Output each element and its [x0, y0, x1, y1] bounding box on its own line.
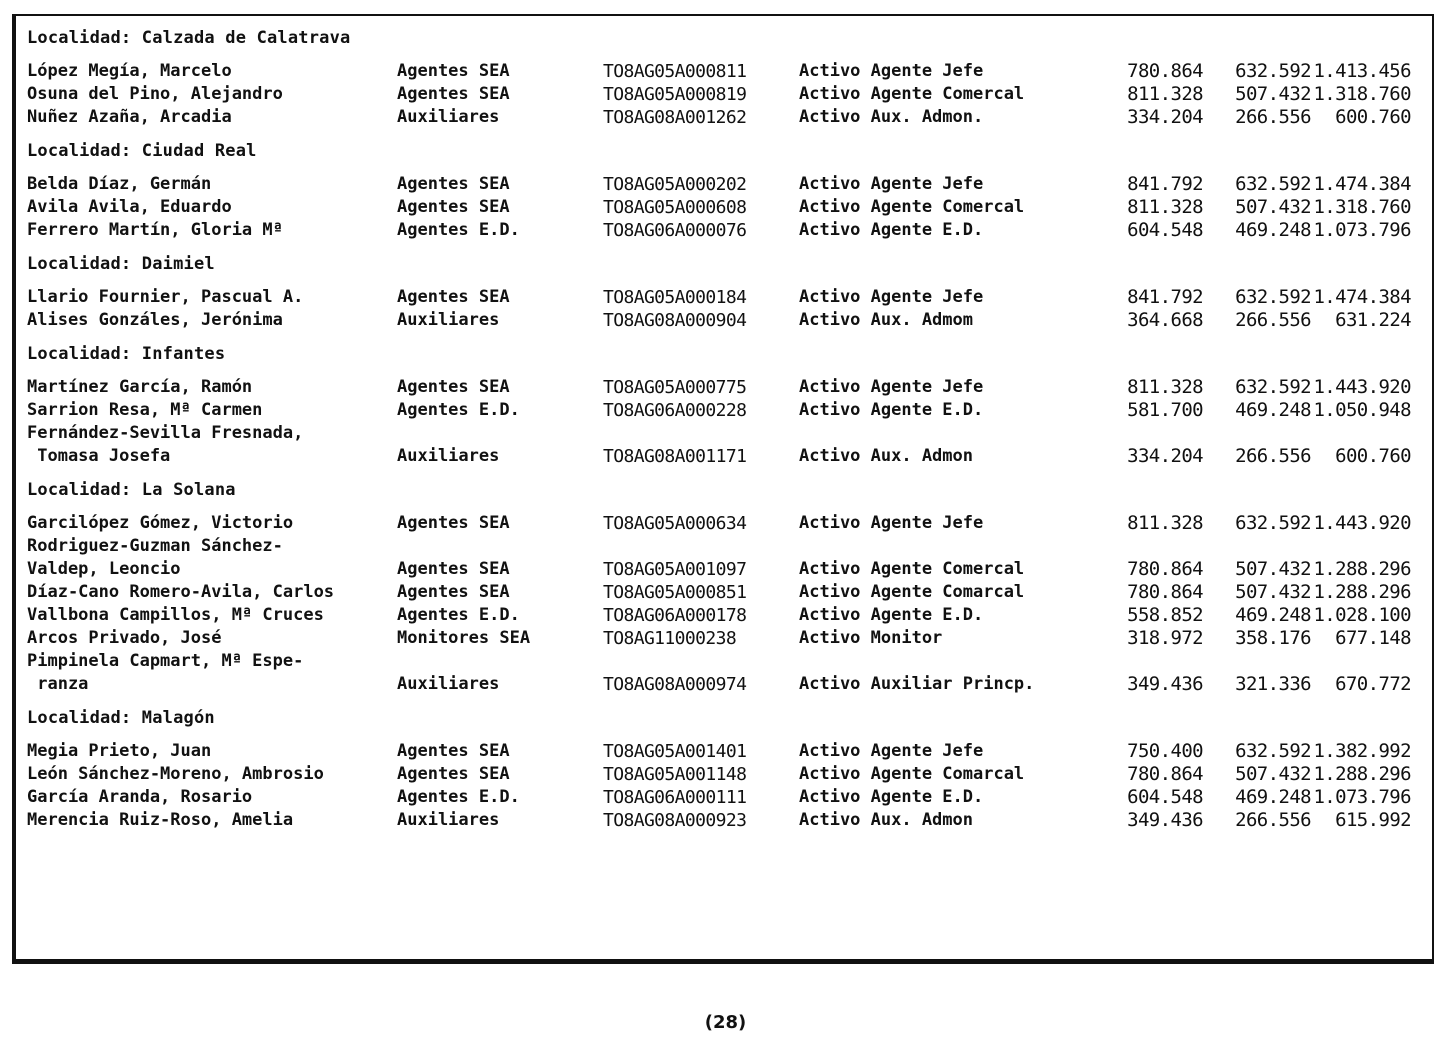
locality-heading: Localidad: Calzada de Calatrava [27, 28, 351, 48]
post-code-cell: TO8AG05A000184 [603, 287, 747, 308]
amount-base-cell: 780.864 [1127, 763, 1203, 785]
post-code-cell: TO8AG06A000178 [603, 605, 747, 626]
category-cell: Agentes SEA [397, 84, 510, 104]
post-code-cell: TO8AG06A000076 [603, 220, 747, 241]
amount-base-cell: 334.204 [1127, 106, 1203, 128]
table-row [27, 809, 1435, 832]
position-cell: Activo Agente E.D. [799, 400, 984, 420]
table-row [27, 173, 1435, 196]
category-cell: Agentes SEA [397, 377, 510, 397]
employee-name-cell: Merencia Ruiz-Roso, Amelia [27, 810, 294, 830]
category-cell: Auxiliares [397, 107, 500, 127]
position-cell: Activo Agente Jefe [799, 513, 984, 533]
employee-name-cell: Megia Prieto, Juan [27, 741, 212, 761]
amount-total-cell: 1.028.100 [1313, 604, 1411, 626]
category-cell: Agentes SEA [397, 741, 510, 761]
amount-complement-cell: 266.556 [1235, 445, 1311, 467]
table-row [27, 558, 1435, 581]
post-code-cell: TO8AG05A000851 [603, 582, 747, 603]
employee-name-cell: Fernández-Sevilla Fresnada, [27, 423, 304, 443]
amount-complement-cell: 632.592 [1235, 740, 1311, 762]
post-code-cell: TO8AG05A000634 [603, 513, 747, 534]
amount-total-cell: 1.288.296 [1313, 558, 1411, 580]
section-spacer [27, 468, 1435, 478]
category-cell: Auxiliares [397, 810, 500, 830]
position-cell: Activo Agente Comercal [799, 559, 1025, 579]
employee-name-cell: Llario Fournier, Pascual A. [27, 287, 304, 307]
amount-complement-cell: 632.592 [1235, 173, 1311, 195]
position-cell: Activo Agente E.D. [799, 787, 984, 807]
post-code-cell: TO8AG05A000202 [603, 174, 747, 195]
table-row [27, 445, 1435, 468]
amount-complement-cell: 469.248 [1235, 786, 1311, 808]
amount-base-cell: 334.204 [1127, 445, 1203, 467]
category-cell: Agentes E.D. [397, 400, 520, 420]
amount-base-cell: 349.436 [1127, 673, 1203, 695]
post-code-cell: TO8AG06A000111 [603, 787, 747, 808]
employee-name-cell: Ferrero Martín, Gloria Mª [27, 220, 283, 240]
category-cell: Agentes SEA [397, 197, 510, 217]
amount-total-cell: 600.760 [1335, 106, 1411, 128]
post-code-cell: TO8AG05A001097 [603, 559, 747, 580]
employee-name-cell: Nuñez Azaña, Arcadia [27, 107, 232, 127]
employee-name-cell: León Sánchez-Moreno, Ambrosio [27, 764, 324, 784]
amount-complement-cell: 266.556 [1235, 106, 1311, 128]
amount-base-cell: 318.972 [1127, 627, 1203, 649]
locality-section [27, 706, 1435, 832]
employee-name-cell: Díaz-Cano Romero-Avila, Carlos [27, 582, 335, 602]
post-code-cell: TO8AG05A000819 [603, 84, 747, 105]
amount-complement-cell: 507.432 [1235, 196, 1311, 218]
amount-total-cell: 1.474.384 [1313, 286, 1411, 308]
category-cell: Agentes SEA [397, 582, 510, 602]
locality-section [27, 26, 1435, 129]
position-cell: Activo Agente Jefe [799, 377, 984, 397]
employee-name-cell: Valdep, Leoncio [27, 559, 181, 579]
employee-name-cell: Sarrion Resa, Mª Carmen [27, 400, 263, 420]
amount-base-cell: 811.328 [1127, 376, 1203, 398]
amount-total-cell: 670.772 [1335, 673, 1411, 695]
table-row [27, 786, 1435, 809]
amount-complement-cell: 632.592 [1235, 512, 1311, 534]
section-spacer [27, 332, 1435, 342]
amount-total-cell: 1.413.456 [1313, 60, 1411, 82]
employee-name-cell: Tomasa Josefa [27, 446, 171, 466]
category-cell: Agentes SEA [397, 287, 510, 307]
position-cell: Activo Agente Comarcal [799, 582, 1025, 602]
position-cell: Activo Agente E.D. [799, 220, 984, 240]
amount-base-cell: 604.548 [1127, 219, 1203, 241]
employee-name-cell: Garcilópez Gómez, Victorio [27, 513, 294, 533]
post-code-cell: TO8AG06A000228 [603, 400, 747, 421]
post-code-cell: TO8AG11000238 [603, 628, 737, 649]
post-code-cell: TO8AG05A000608 [603, 197, 747, 218]
locality-heading: Localidad: Ciudad Real [27, 141, 257, 161]
category-cell: Agentes SEA [397, 174, 510, 194]
table-row [27, 422, 1435, 445]
post-code-cell: TO8AG05A000811 [603, 61, 747, 82]
amount-base-cell: 558.852 [1127, 604, 1203, 626]
table-row [27, 650, 1435, 673]
employee-name-cell: Alises Gonzáles, Jerónima [27, 310, 283, 330]
amount-total-cell: 1.318.760 [1313, 83, 1411, 105]
locality-heading: Localidad: Malagón [27, 708, 215, 728]
position-cell: Activo Monitor [799, 628, 943, 648]
position-cell: Activo Aux. Admon. [799, 107, 984, 127]
category-cell: Agentes SEA [397, 513, 510, 533]
table-row [27, 309, 1435, 332]
table-row [27, 106, 1435, 129]
table-row [27, 219, 1435, 242]
amount-base-cell: 604.548 [1127, 786, 1203, 808]
amount-base-cell: 811.328 [1127, 83, 1203, 105]
table-row [27, 604, 1435, 627]
category-cell: Agentes E.D. [397, 605, 520, 625]
amount-complement-cell: 507.432 [1235, 83, 1311, 105]
category-cell: Agentes E.D. [397, 787, 520, 807]
position-cell: Activo Agente Jefe [799, 174, 984, 194]
amount-total-cell: 1.382.992 [1313, 740, 1411, 762]
position-cell: Activo Agente Comercal [799, 197, 1025, 217]
post-code-cell: TO8AG05A001148 [603, 764, 747, 785]
amount-base-cell: 581.700 [1127, 399, 1203, 421]
locality-section [27, 478, 1435, 696]
post-code-cell: TO8AG08A000923 [603, 810, 747, 831]
amount-complement-cell: 469.248 [1235, 604, 1311, 626]
table-row [27, 581, 1435, 604]
employee-name-cell: Martínez García, Ramón [27, 377, 253, 397]
post-code-cell: TO8AG08A000904 [603, 310, 747, 331]
amount-total-cell: 1.474.384 [1313, 173, 1411, 195]
table-row [27, 673, 1435, 696]
category-cell: Monitores SEA [397, 628, 531, 648]
amount-base-cell: 780.864 [1127, 581, 1203, 603]
category-cell: Agentes SEA [397, 61, 510, 81]
employee-name-cell: Avila Avila, Eduardo [27, 197, 232, 217]
amount-complement-cell: 266.556 [1235, 809, 1311, 831]
table-row [27, 60, 1435, 83]
amount-base-cell: 780.864 [1127, 60, 1203, 82]
locality-heading: Localidad: La Solana [27, 480, 236, 500]
document-table [27, 26, 1435, 832]
table-row [27, 286, 1435, 309]
position-cell: Activo Agente E.D. [799, 605, 984, 625]
locality-heading: Localidad: Daimiel [27, 254, 215, 274]
amount-complement-cell: 507.432 [1235, 558, 1311, 580]
amount-complement-cell: 632.592 [1235, 286, 1311, 308]
section-spacer [27, 242, 1435, 252]
post-code-cell: TO8AG08A001171 [603, 446, 747, 467]
locality-section [27, 139, 1435, 242]
amount-complement-cell: 507.432 [1235, 581, 1311, 603]
amount-base-cell: 780.864 [1127, 558, 1203, 580]
position-cell: Activo Agente Comercal [799, 84, 1025, 104]
table-row [27, 399, 1435, 422]
position-cell: Activo Agente Jefe [799, 741, 984, 761]
position-cell: Activo Agente Jefe [799, 287, 984, 307]
position-cell: Activo Aux. Admon [799, 446, 973, 466]
amount-total-cell: 1.288.296 [1313, 763, 1411, 785]
page-number: (28) [704, 1012, 747, 1033]
amount-complement-cell: 507.432 [1235, 763, 1311, 785]
post-code-cell: TO8AG08A000974 [603, 674, 747, 695]
amount-complement-cell: 632.592 [1235, 60, 1311, 82]
position-cell: Activo Aux. Admon [799, 810, 973, 830]
table-row [27, 196, 1435, 219]
employee-name-cell: Rodriguez-Guzman Sánchez- [27, 536, 283, 556]
table-row [27, 627, 1435, 650]
amount-base-cell: 364.668 [1127, 309, 1203, 331]
employee-name-cell: Osuna del Pino, Alejandro [27, 84, 283, 104]
table-row [27, 376, 1435, 399]
employee-name-cell: López Megía, Marcelo [27, 61, 232, 81]
category-cell: Auxiliares [397, 446, 500, 466]
section-spacer [27, 696, 1435, 706]
post-code-cell: TO8AG05A001401 [603, 741, 747, 762]
employee-name-cell: Vallbona Campillos, Mª Cruces [27, 605, 324, 625]
locality-heading: Localidad: Infantes [27, 344, 226, 364]
position-cell: Activo Agente Comarcal [799, 764, 1025, 784]
amount-total-cell: 631.224 [1335, 309, 1411, 331]
position-cell: Activo Agente Jefe [799, 61, 984, 81]
category-cell: Auxiliares [397, 310, 500, 330]
employee-name-cell: ranza [27, 674, 89, 694]
amount-complement-cell: 469.248 [1235, 219, 1311, 241]
amount-total-cell: 677.148 [1335, 627, 1411, 649]
locality-section [27, 252, 1435, 332]
table-row [27, 740, 1435, 763]
amount-complement-cell: 266.556 [1235, 309, 1311, 331]
amount-total-cell: 1.073.796 [1313, 219, 1411, 241]
post-code-cell: TO8AG05A000775 [603, 377, 747, 398]
amount-complement-cell: 358.176 [1235, 627, 1311, 649]
amount-total-cell: 1.288.296 [1313, 581, 1411, 603]
category-cell: Agentes SEA [397, 764, 510, 784]
table-row [27, 83, 1435, 106]
position-cell: Activo Aux. Admom [799, 310, 973, 330]
amount-base-cell: 811.328 [1127, 196, 1203, 218]
amount-complement-cell: 469.248 [1235, 399, 1311, 421]
position-cell: Activo Auxiliar Princp. [799, 674, 1035, 694]
amount-total-cell: 1.050.948 [1313, 399, 1411, 421]
amount-base-cell: 349.436 [1127, 809, 1203, 831]
amount-base-cell: 750.400 [1127, 740, 1203, 762]
amount-base-cell: 841.792 [1127, 286, 1203, 308]
amount-total-cell: 1.073.796 [1313, 786, 1411, 808]
category-cell: Agentes E.D. [397, 220, 520, 240]
table-row [27, 535, 1435, 558]
employee-name-cell: Pimpinela Capmart, Mª Espe- [27, 651, 304, 671]
amount-complement-cell: 321.336 [1235, 673, 1311, 695]
amount-total-cell: 1.443.920 [1313, 512, 1411, 534]
amount-total-cell: 1.443.920 [1313, 376, 1411, 398]
amount-base-cell: 841.792 [1127, 173, 1203, 195]
amount-complement-cell: 632.592 [1235, 376, 1311, 398]
employee-name-cell: García Aranda, Rosario [27, 787, 253, 807]
section-spacer [27, 129, 1435, 139]
category-cell: Agentes SEA [397, 559, 510, 579]
employee-name-cell: Belda Díaz, Germán [27, 174, 212, 194]
amount-base-cell: 811.328 [1127, 512, 1203, 534]
category-cell: Auxiliares [397, 674, 500, 694]
table-row [27, 763, 1435, 786]
amount-total-cell: 600.760 [1335, 445, 1411, 467]
post-code-cell: TO8AG08A001262 [603, 107, 747, 128]
amount-total-cell: 615.992 [1335, 809, 1411, 831]
amount-total-cell: 1.318.760 [1313, 196, 1411, 218]
employee-name-cell: Arcos Privado, José [27, 628, 222, 648]
table-row [27, 512, 1435, 535]
locality-section [27, 342, 1435, 468]
